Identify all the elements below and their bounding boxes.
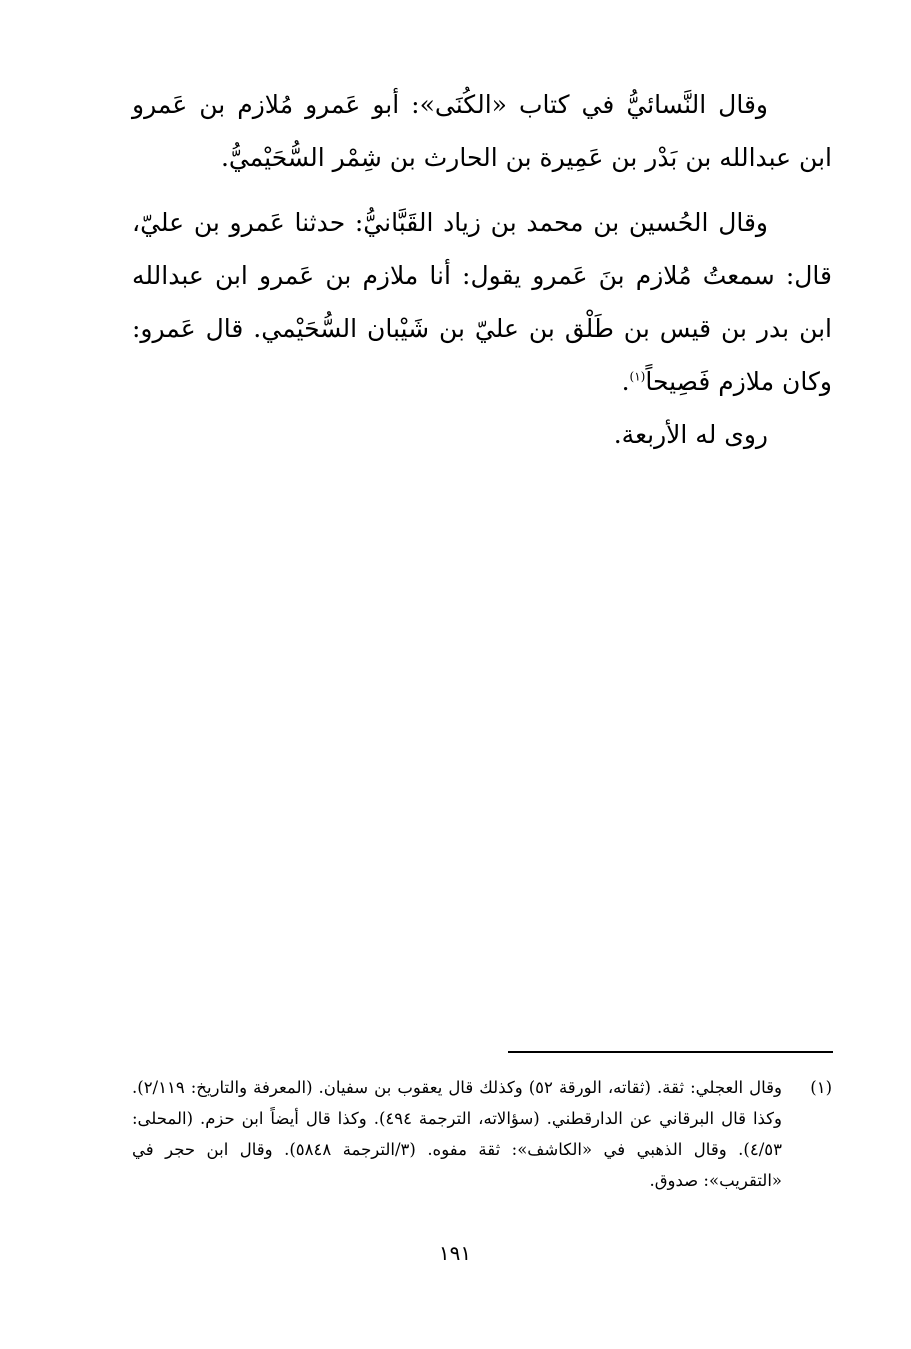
paragraph-narrators: روى له الأربعة. <box>613 420 768 449</box>
footnote-divider <box>508 1051 833 1053</box>
footnote-item <box>132 1072 832 1196</box>
main-text <box>132 78 832 461</box>
paragraph-end-period: . <box>621 367 630 396</box>
footnote-reference[interactable]: (١) <box>629 369 646 384</box>
footnote-text: وقال العجلي: ثقة. (ثقاته، الورقة ٥٢) وكذلك قال يعقوب بن سفيان. (المعرفة والتاريخ: ٢/١١٩). وكذا قال البرقاني عن الدارقطني. (سؤالاته، الترجمة ٤٩٤). وكذا قال أيضاً ابن حزم. (المحلى: ٤/٥٣). وقال الذهبي في «الكاشف»: ثقة مفوه. (٣/الترجمة ٥٨٤٨). وقال ابن حجر في «التقريب»: صدوق. <box>132 1078 783 1190</box>
page-number: ١٩١ <box>438 1241 472 1265</box>
footnotes <box>132 1072 832 1196</box>
paragraph-qabbani <box>132 196 832 408</box>
paragraph-nasai: وقال النَّسائيُّ في كتاب «الكُنَى»: أبو عَمرو مُلازم بن عَمرو ابن عبدالله بن بَدْر بن عَمِيرة بن الحارث بن شِمْر السُّحَيْميُّ. <box>132 90 832 172</box>
footnote-marker: (١) <box>810 1078 832 1097</box>
paragraph-qabbani-text: وقال الحُسين بن محمد بن زياد القَبَّانيُّ: حدثنا عَمرو بن عليّ، قال: سمعتُ مُلازم بنَ عَمرو يقول: أنا ملازم بن عَمرو ابن عبدالله ابن بدر بن قيس بن طَلْق بن عليّ بن شَيْبان السُّحَيْمي. قال عَمرو: وكان ملازم فَصِيحاً <box>132 208 832 396</box>
